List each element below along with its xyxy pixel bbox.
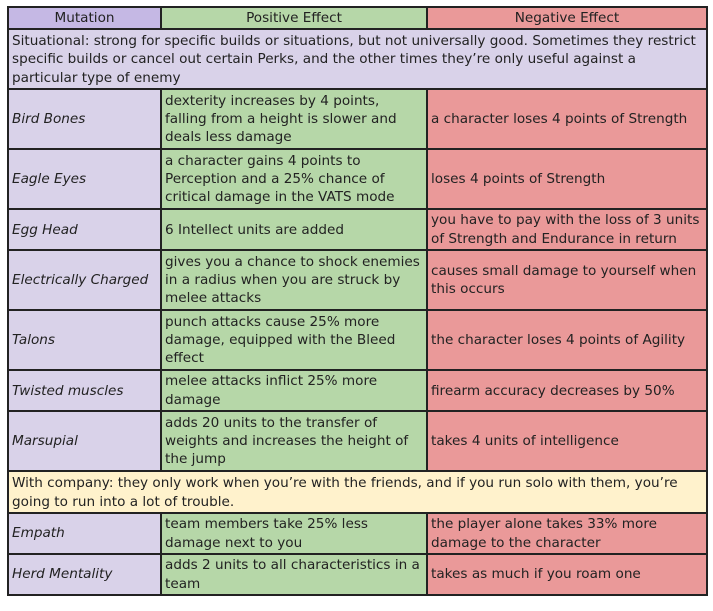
- negative-effect: loses 4 points of Strength: [427, 149, 707, 209]
- negative-effect: takes 4 units of intelligence: [427, 411, 707, 471]
- table-row: [8, 554, 707, 595]
- table-row: [8, 310, 707, 370]
- positive-effect: punch attacks cause 25% more damage, equipped with the Bleed effect: [161, 310, 427, 370]
- section-description: With company: they only work when you’re with the friends, and if you run solo with them, you’re going to run into a lot of trouble.: [8, 471, 707, 513]
- header-negative-effect: Negative Effect: [427, 7, 707, 29]
- header-positive-effect: Positive Effect: [161, 7, 427, 29]
- mutation-name: Twisted muscles: [8, 370, 161, 411]
- positive-effect: gives you a chance to shock enemies in a radius when you are struck by melee attacks: [161, 250, 427, 310]
- table-row: [8, 250, 707, 310]
- positive-effect: melee attacks inflict 25% more damage: [161, 370, 427, 411]
- negative-effect: you have to pay with the loss of 3 units of Strength and Endurance in return: [427, 209, 707, 250]
- positive-effect: team members take 25% less damage next to you: [161, 513, 427, 554]
- negative-effect: the character loses 4 points of Agility: [427, 310, 707, 370]
- negative-effect: the player alone takes 33% more damage to the character: [427, 513, 707, 554]
- mutations-table: [7, 6, 708, 596]
- positive-effect: adds 20 units to the transfer of weights and increases the height of the jump: [161, 411, 427, 471]
- table-row: [8, 370, 707, 411]
- table-row: [8, 89, 707, 149]
- table-row: [8, 149, 707, 209]
- header-row: [8, 7, 707, 29]
- mutation-name: Marsupial: [8, 411, 161, 471]
- mutation-name: Herd Mentality: [8, 554, 161, 595]
- negative-effect: a character loses 4 points of Strength: [427, 89, 707, 149]
- positive-effect: a character gains 4 points to Perception and a 25% chance of critical damage in the VATS mode: [161, 149, 427, 209]
- table-row: [8, 411, 707, 471]
- mutation-name: Eagle Eyes: [8, 149, 161, 209]
- table-row: [8, 209, 707, 250]
- table-row: [8, 513, 707, 554]
- negative-effect: firearm accuracy decreases by 50%: [427, 370, 707, 411]
- section-row-with-company: [8, 471, 707, 513]
- negative-effect: takes as much if you roam one: [427, 554, 707, 595]
- negative-effect: causes small damage to yourself when this occurs: [427, 250, 707, 310]
- section-description: Situational: strong for specific builds or situations, but not universally good. Sometimes they restrict specific builds or cancel out certain Perks, and the other times they’re only useful against a particular type of enemy: [8, 29, 707, 89]
- section-row-situational: [8, 29, 707, 89]
- mutation-name: Talons: [8, 310, 161, 370]
- positive-effect: adds 2 units to all characteristics in a team: [161, 554, 427, 595]
- positive-effect: dexterity increases by 4 points, falling from a height is slower and deals less damage: [161, 89, 427, 149]
- positive-effect: 6 Intellect units are added: [161, 209, 427, 250]
- mutation-name: Egg Head: [8, 209, 161, 250]
- mutation-name: Bird Bones: [8, 89, 161, 149]
- mutation-name: Electrically Charged: [8, 250, 161, 310]
- mutation-name: Empath: [8, 513, 161, 554]
- header-mutation: Mutation: [8, 7, 161, 29]
